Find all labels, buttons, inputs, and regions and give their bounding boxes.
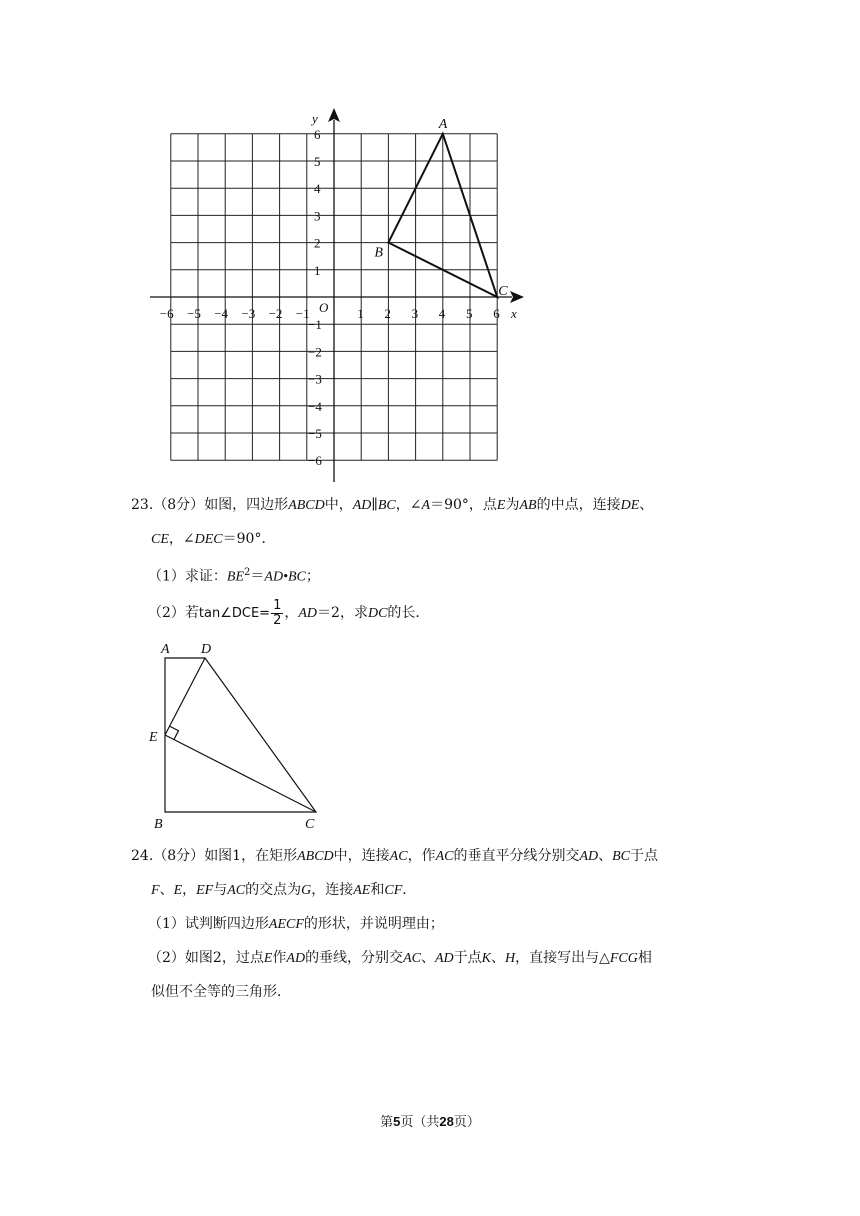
footer-text: 第 [380,1115,394,1130]
q24-text: 的交点为 [245,882,302,898]
label-a: A [161,642,170,657]
q23-var: AB [519,498,537,513]
q24-var: AE [353,883,371,898]
fraction-one-half [271,599,283,628]
y-tick-label: 1 [314,262,321,278]
y-tick-label: −3 [308,371,322,387]
fraction-denominator: 2 [273,612,282,628]
q24-line1 [131,846,658,867]
q24-var: EF [196,883,214,898]
x-tick-label: −1 [295,306,310,321]
q24-text: 相 [637,950,652,966]
q23-line1 [131,495,653,516]
vertex-label-c: C [498,284,508,299]
q23-var: DE [620,498,640,513]
q24-text: 的垂直平分线分别交 [453,848,580,864]
q24-text: 、 [420,950,435,966]
q24-text: 、 [490,950,505,966]
footer-text: 页（共 [400,1115,440,1130]
segment-ce [165,735,316,812]
q23-part1-prefix: （1）求证： [148,568,227,585]
x-tick-label: 4 [438,306,446,321]
q24-var: K [481,951,491,966]
q23-text: 中， [324,497,353,513]
q24-text: 和 [370,882,385,898]
axes [150,108,524,482]
q23-superscript: 2 [244,567,251,578]
q24-var: AC [227,883,246,898]
page-footer [0,1111,860,1130]
x-tick-label: 5 [466,306,473,321]
total-pages: 28 [439,1114,454,1129]
x-tick-label: 6 [493,306,500,321]
q24-var: F [151,883,160,898]
x-tick-label: 3 [411,306,419,321]
q23-part2 [148,596,429,631]
q23-text: ，∠ [168,531,195,547]
q24-var: E [173,883,183,898]
q23-text: 的长． [387,605,430,621]
y-tick-label: 4 [314,181,321,197]
q23-var: DEC [194,532,223,547]
q24-var: AC [389,849,408,864]
coordinate-grid-figure [0,0,860,490]
q23-part1 [148,563,320,588]
q23-text: ＝90°，点 [430,497,497,513]
segment-de [165,658,205,735]
q24-text: 的垂线，分别交 [305,950,404,966]
q24-var: FCG [609,951,638,966]
q23-var: ABCD [288,498,325,513]
triangle-abc [374,117,508,299]
q23-text: 的中点，连接 [536,497,621,513]
y-axis-label: y [312,111,318,126]
q24-part2-line2 [151,982,291,1002]
q24-text: 的形状，并说明理由； [303,916,444,932]
q24-var: E [263,951,273,966]
q24-var: AD [286,951,306,966]
q23-text: 、 [639,497,654,513]
q23-text: ＝2，求 [317,605,368,621]
q24-text: 如图1，在矩形 [204,848,298,864]
q23-part2-prefix: （2）若 [148,605,199,621]
vertex-label-a: A [438,116,448,132]
q24-text: 、 [159,882,174,898]
x-axis-label: x [511,306,517,321]
label-e: E [149,730,158,745]
vertex-label-b: B [374,245,383,261]
q24-text: 与 [213,882,228,898]
q24-number: 24. [131,848,154,864]
q24-text: 作 [272,950,287,966]
q23-var: DC [367,606,388,621]
q24-text: 于点 [630,848,659,864]
q23-var: AD∥BC [352,498,396,513]
q23-var: CE [151,532,169,547]
q23-number: 23. [131,497,154,513]
label-d: D [201,642,212,657]
q24-text: （2）如图2，过点 [148,950,264,966]
q23-score: （8分） [153,497,205,513]
y-tick-label: 3 [314,208,321,224]
q24-text: ． [402,882,417,898]
quadrilateral-abcd [165,658,316,812]
q24-text: 似但不全等的三角形． [151,984,291,1000]
q24-text: ，作 [407,848,436,864]
q24-part1 [148,914,444,935]
x-tick-label: −4 [214,306,229,321]
x-tick-label: −6 [159,306,174,321]
q24-line2 [151,880,416,901]
label-c: C [305,817,315,832]
q23-text: 如图，四边形 [204,497,289,513]
label-b: B [154,817,163,832]
q23-text: ； [305,568,320,585]
q23-text: ＝90°． [222,531,276,547]
q23-line2 [151,529,275,550]
y-tick-label: 6 [314,126,321,142]
q24-var: BC [612,849,631,864]
footer-text: 页） [453,1115,480,1130]
tick-labels [160,111,517,468]
q23-var: A [421,498,431,513]
q23-var: E [496,498,506,513]
x-axis-arrow-icon [510,291,524,303]
q23-text: ＝ [250,568,265,585]
q24-var: AC [403,951,421,966]
y-axis-arrow-icon [328,108,340,122]
q23-var: AD [298,606,318,621]
q23-figure [140,636,340,836]
q24-text: （1）试判断四边形 [148,916,269,932]
y-tick-label: −4 [308,398,322,414]
q24-text: 、 [598,848,613,864]
q24-var: H [504,951,516,966]
q24-var: AD [579,849,599,864]
q24-text: 于点 [453,950,482,966]
y-tick-label: −5 [308,426,322,441]
q24-text: 中，连接 [333,848,390,864]
q24-var: AECF [268,917,304,932]
y-tick-label: −6 [308,453,322,469]
q24-var: AD [434,951,454,966]
y-tick-label: 5 [314,154,321,169]
q23-var: BE [226,569,245,585]
q24-var: ABCD [297,849,334,864]
q23-text: 为 [505,497,520,513]
tan-expression: tan∠DCE= [198,606,271,621]
y-tick-label: −1 [308,317,322,333]
y-tick-label: 2 [314,235,321,251]
x-tick-label: −3 [241,306,256,321]
fraction-numerator: 1 [273,597,282,613]
x-tick-label: −2 [268,306,283,321]
q24-text: ，直接写出与△ [515,950,610,966]
q24-score: （8分） [153,848,205,864]
q24-text: ，连接 [311,882,354,898]
x-tick-label: −5 [187,306,201,321]
q23-text: ，∠ [395,497,422,513]
q23-text: ， [284,605,299,621]
origin-label: O [319,300,329,315]
q24-var: AC [435,849,454,864]
page-number: 5 [393,1114,401,1129]
q24-part2 [148,948,652,969]
y-tick-label: −2 [308,344,322,360]
x-tick-label: 1 [357,306,364,321]
x-tick-label: 2 [384,306,391,321]
q23-var: AD•BC [264,569,306,585]
q24-var: CF [384,883,403,898]
q24-var: G [301,883,312,898]
q24-text: ， [182,882,197,898]
